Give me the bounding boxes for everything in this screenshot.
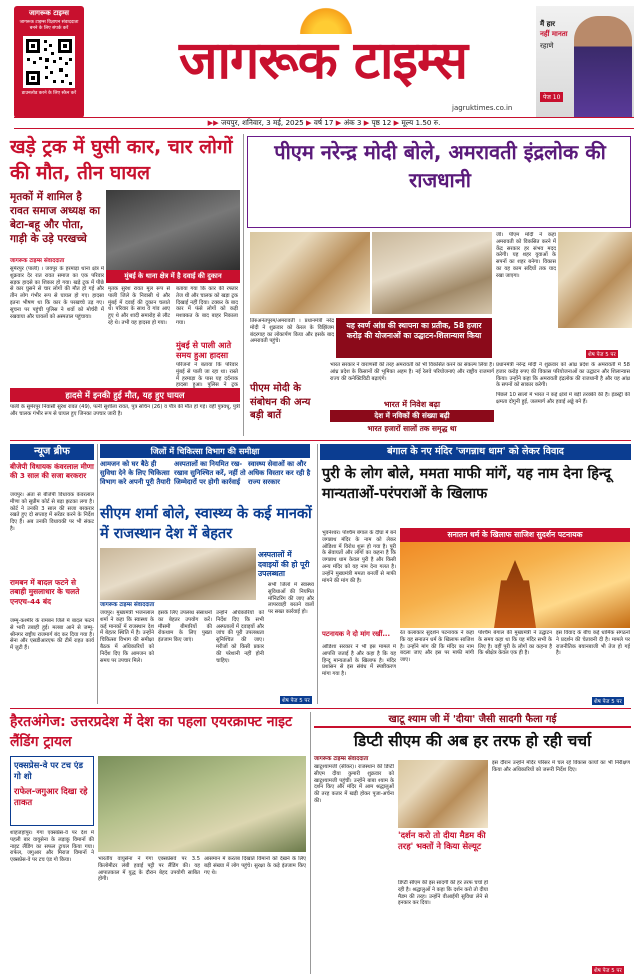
news-brief-item1-body: जयपुर। अंता से बीजेपी विधायक कंवरलाल मीणा को सुप्रीम कोर्ट से बड़ा झटका लगा है। कोर्ट ने उनकी 3 साल की सजा बरकरार रखते हुए दो सप्ताह में सरेंडर करने के निर्देश दिए हैं। अब उनकी विधायकी पर भी संकट है। (10, 492, 94, 532)
truck-list-title: हादसे में इनकी हुई मौत, यह हुए घायल (10, 388, 240, 402)
qr-code[interactable] (23, 36, 75, 88)
puri-body1: भुवनेश्वर। पश्चिम बंगाल के दीघा में बने जगन्नाथ मंदिर के नाम को लेकर ओडिशा में विरोध शुरू हो गया है। पुरी के सेवायतों और लोगों का कहना है कि जगन्नाथ धाम केवल पुरी है और किसी अन्य मंदिर को यह नाम देना गलत है। उन्होंने मुख्यमंत्री ममता बनर्जी से माफी मांगने की मांग की है। (322, 530, 396, 584)
health-sub: अस्पतालों में दवाइयों की हो पूरी उपलब्धता (258, 550, 310, 579)
khatu-photo-caption: 'दर्शन करो तो दीया मैडम की तरह' भक्तों ने किया सेल्यूट (398, 830, 486, 851)
truck-photo-caption: मुंबई के थाना क्षेत्र में है दवाई की दुकान (106, 270, 240, 283)
modi-photo-side (372, 232, 492, 314)
masthead-title: जागरूक टाइम्स (178, 31, 468, 91)
side-quote-1: मैं हार (540, 20, 556, 28)
news-brief-item2-body: जम्मू-कश्मीर के रामबन जिले में बादल फटने से भारी तबाही हुई। मलबा आने से जम्मू-श्रीनगर राष्ट्रीय राजमार्ग बंद कर दिया गया है। सेना और एसडीआरएफ की टीमें राहत कार्य में जुटी हैं। (10, 618, 94, 652)
side-promo[interactable] (536, 6, 634, 118)
modi-photo-right (558, 232, 632, 328)
hindon-box (10, 756, 94, 826)
modi-sub: पीएम मोदी के संबोधन की अन्य बड़ी बातें (250, 383, 311, 421)
info-issue: अंक 3 (343, 118, 362, 127)
khatu-photo (398, 760, 488, 828)
modi-photo-main (250, 232, 370, 314)
health-point2: अस्पतालों का नियमित रख-रखाव सुनिश्चित करें, नहीं तो जिम्मेदारों पर होगी कार्रवाई (174, 460, 246, 486)
qr-caption-brand: जागरूक टाइम्स (29, 9, 69, 17)
qr-block[interactable] (14, 6, 84, 118)
modi-body-left: प्रधानमंत्री नरेन्द्र मोदी ने शुक्रवार को आंध्र प्रदेश के अमरावती में 58 हजार करोड़ रुपए की विकास परियोजनाओं का उद्घाटन और शिलान्यास किया। उन्होंने कहा कि अमरावती इंद्रलोक की राजधानी है और यह आंध्र के सपनों को साकार करेगी। (496, 362, 630, 389)
modi-box-body: पिछले 10 सालों में भारत ने कई क्षेत्रों में बड़ी तरक्की की है। इंडस्ट्री की क्षमता दोगुनी हुई, जलमार्ग और हवाई अड्डे बने हैं। (496, 392, 630, 405)
truck-subhead: मृतकों में शामिल है रावत समाज अध्यक्ष का बेटा-बहू और पोता, गाड़ी के उड़े परखच्चे (10, 191, 101, 245)
hindon-photo (98, 756, 306, 852)
modi-callout: यह स्वर्ण आंध्र की स्थापना का प्रतीक, 58 हजार करोड़ की योजनाओं का उद्घाटन-शिलान्यास किया (336, 318, 492, 358)
truck-list-body: पाली के सुमेरपुर निवासी सुरेश रावत (49), पत्नी सुशीला रावत, पुत्र सचिन (26) व पौत्र की मौत हो गई। वहीं पुत्रवधू, पुत्री और चालक गंभीर रूप से घायल हुए जिनका उपचार जारी है। (10, 404, 240, 417)
khatu-banner: खाटू श्याम जी में 'दीया' जैसी सादगी फैला गई (314, 712, 631, 728)
modi-caption: तिरुअनंतपुरम/अमरावती । प्रधानमंत्री नरेंद्र मोदी ने शुक्रवार को केरल के विझिंजम बंदरगाह का लोकार्पण किया और इसके बाद अमरावती पहुंचे। (250, 318, 334, 345)
info-strip: ▶▶ जयपुर, शनिवार, 3 मई, 2025 ▶ वर्ष 17 ▶ अंक 3 ▶ पृष्ठ 12 ▶ मूल्य 1.50 रु. (14, 117, 634, 129)
news-brief-label: न्यूज ब्रीफ (10, 444, 94, 460)
side-quote-2: नहीं मानता (540, 30, 568, 38)
khatu-body2: डिप्टी सीएम की इस सादगी की हर तरफ चर्चा हो रही है। श्रद्धालुओं ने कहा कि दर्शन करो तो दीया मैडम की तरह। उन्होंने वीआईपी सुविधा लेने से इनकार कर दिया। (398, 880, 488, 907)
khatu-byline: जागरूक टाइम्स संवाददाता (314, 756, 369, 762)
puri-cont[interactable]: शेष पेज 5 पर (594, 699, 622, 705)
puri-banner: बंगाल के नए मंदिर 'जगन्नाथ धाम' को लेकर विवाद (320, 444, 631, 460)
hindon-box-title: एक्सप्रेस-वे पर टच एंड गो शो (14, 760, 83, 781)
truck-byline: जागरूक टाइम्स संवाददाता (10, 258, 65, 264)
side-quote-3: रहाणे (540, 42, 554, 50)
health-banner: जिलों में चिकित्सा विभाग की समीक्षा (100, 444, 310, 458)
health-point3: स्वास्थ्य सेवाओं का और अधिक विस्तार कर रही है राज्य सरकार (248, 460, 311, 486)
modi-cont[interactable]: शेष पेज 5 पर (588, 352, 616, 358)
qr-caption-scan: डाउनलोड करने के लिए स्कैन करें (21, 91, 77, 96)
modi-box2-title: भारत हजारों सालों तक समृद्ध था (367, 424, 457, 433)
truck-col3: बताया गया कि कार की रफ्तार तेज थी और चालक को खड़ा ट्रक दिखाई नहीं दिया। टक्कर के बाद कार में फंसे लोगों को कड़ी मशक्कत के बाद बाहर निकाला गया। (176, 286, 238, 326)
hindon-headline[interactable]: हैरतअंगेज: उत्तरप्रदेश में देश का पहला एयरक्राफ्ट नाइट लैंडिंग ट्रायल (10, 714, 293, 750)
puri-body5: इस विवाद के बीच कई धार्मिक संगठनों ने प्रदर्शन की चेतावनी दी है। मामले पर राजनीतिक बयानबाजी भी तेज हो गई है। (556, 630, 630, 657)
qr-tagline: जागरूक टाइम्स विज्ञापन संवाददाता बनने के लिए संपर्क करें (19, 20, 79, 31)
hindon-body2: भारतीय वायुसेना ने गंगा एक्सप्रेसवे पर 3.5 किलोमीटर लंबी हवाई पट्टी पर लैंडिंग की। यह आपातकाल में युद्ध के दौरान बेहद उपयोगी साबित होगी। (98, 856, 200, 883)
puri-body3: रेत कलाकार सुदर्शन पटनायक ने कहा कि यह सनातन धर्म के खिलाफ साजिश है। उन्होंने मांग की कि मंदिर का नाम बदला जाए और इस पर माफी मांगी जाए। (400, 630, 474, 664)
temple-silhouette (480, 560, 550, 628)
health-body2: इसके लिए उपलब्ध संसाधनों का बेहतर उपयोग करें। मौसमी बीमारियों की रोकथाम के लिए पुख्ता इंतजाम किए जाएं। (158, 610, 212, 644)
health-body1: जयपुर। मुख्यमंत्री भजनलाल शर्मा ने कहा कि स्वास्थ्य के कई मानकों में राजस्थान देश में बेहतर स्थिति में है। उन्होंने चिकित्सा विभाग की समीक्षा बैठक में अधिकारियों को निर्देश दिए कि आमजन को समय पर उपचार मिले। (100, 610, 154, 664)
truck-col4: परिजनों ने बताया कि परिवार मुंबई से पाली जा रहा था। रास्ते में हरमाड़ा के पास यह दर्दनाक हादसा हुआ। पुलिस ने ट्रक (176, 362, 238, 388)
modi-box1-sub: देश में नविकों की संख्या बढ़ी (330, 410, 494, 422)
modi-headline[interactable]: पीएम नरेन्द्र मोदी बोले, अमरावती इंद्रलोक की राजधानी (274, 140, 606, 192)
health-body3: उन्होंने अधिकारियों को निर्देश दिए कि सभी अस्पतालों में दवाइयों और जांच की पूरी उपलब्धता सुनिश्चित की जाए। मरीजों को किसी प्रकार की परेशानी नहीं होनी चाहिए। (216, 610, 264, 664)
info-date: जयपुर, शनिवार, 3 मई, 2025 (220, 118, 304, 127)
modi-bullets: भारत सरकार ने वाराणसी की तरह अमरावती को भी विकसित करने का संकल्प लिया है। आंध्र प्रदेश के किसानों की भूमिका अहम है। नई रेलवे परियोजनाएं और राष्ट्रीय राजमार्ग राज्य की कनेक्टिविटी बढ़ाएंगे। (330, 362, 494, 382)
puri-body4: पश्चिम बंगाल की मुख्यमंत्री ने उद्घाटन के समय कहा था कि यह मंदिर सभी के लिए है। वहीं पुरी के लोगों का कहना है कि श्रीक्षेत्र केवल एक ही है। (478, 630, 552, 657)
health-headline[interactable]: सीएम शर्मा बोले, स्वास्थ्य के कई मानकों में राजस्थान देश में बेहतर (100, 506, 312, 542)
modi-right-col: जी। पीएम मोदी ने कहा अमरावती को विकसित करने में केंद्र सरकार हर संभव मदद करेगी। यह शहर युवाओं के सपनों का शहर बनेगा। विकास का यह काम सदियों तक याद रखा जाएगा। (496, 232, 556, 279)
side-page-tag: पेज 10 (540, 92, 563, 102)
info-price: मूल्य 1.50 रु. (401, 118, 441, 127)
hindon-body3: आसमान में करतब दिखाते विमानों को देखने के लिए बड़ी संख्या में लोग पहुंचे। सुरक्षा के कड़े इंतजाम किए गए थे। (204, 856, 306, 876)
health-photo (100, 548, 256, 600)
truck-body: सुमेरपुर (पाली) । जयपुर के हरमाड़ा थाना क्षेत्र में शुक्रवार देर रात रावत समाज का एक परिवार सड़क हादसे का शिकार हो गया। खड़े ट्रक में पीछे से कार घुसने से चार लोगों की मौत हो गई और तीन लोग गंभीर रूप से घायल हो गए। हादसा इतना भीषण था कि कार के परखच्चे उड़ गए। सूचना पर पहुंची पुलिस ने शवों को मोर्चरी में रखवाया और घायलों को अस्पताल पहुंचाया। (10, 266, 104, 320)
health-point1: आमजन को घर बैठे ही सुविधा देने के लिए चिकित्सा विभाग करे अपनी पूरी तैयारी (100, 460, 171, 486)
khatu-headline[interactable]: डिप्टी सीएम की अब हर तरफ हो रही चर्चा (353, 732, 592, 750)
news-brief-item2-title[interactable]: रामबन में बादल फटने से तबाही मुसलाधार के चलते एनएच-44 बंद (10, 578, 80, 606)
info-pages: पृष्ठ 12 (371, 118, 392, 127)
puri-headline[interactable]: पुरी के लोग बोले, ममता माफी मांगें, यह नाम देना हिन्दू मान्यताओं-परंपराओं के खिलाफ (322, 466, 612, 502)
website-url[interactable]: jagruktimes.co.in (452, 104, 513, 112)
khatu-body1: खाटूश्यामजी (सीकर)। राजस्थान की डिप्टी सीएम दीया कुमारी शुक्रवार को खाटूश्यामजी पहुंचीं। उन्होंने बाबा श्याम के दर्शन किए और मंदिर में आम श्रद्धालुओं की तरह कतार में खड़ी होकर पूजा-अर्चना की। (314, 764, 394, 804)
puri-sub: पटनायक ने दो मांग रखीं... (322, 630, 391, 638)
puri-photo (400, 542, 630, 628)
truck-col2: मृतक सुरेश रावत मूल रूप से पाली जिले के निवासी थे और मुंबई में दवाई की दुकान चलाते थे। परिवार के साथ वे गांव आए हुए थे और शादी समारोह से लौट रहे थे। तभी यह हादसा हो गया। (108, 286, 170, 326)
puri-body2: ओडिशा सरकार ने भी इस मामले में आपत्ति जताई है और कहा है कि यह हिन्दू मान्यताओं के खिलाफ है। मंदिर प्रशासन से इस संबंध में स्पष्टीकरण मांगा गया है। (322, 644, 396, 678)
khatu-body3: इस दौरान उन्होंने मंदिर परिसर में चल रहे विकास कार्यों का भी निरीक्षण किया और अधिकारियों को जरूरी निर्देश दिए। (492, 760, 630, 773)
player-photo (574, 16, 632, 118)
khatu-cont[interactable]: शेष पेज 5 पर (594, 968, 622, 974)
health-byline: जागरूक टाइम्स संवाददाता (100, 602, 155, 608)
truck-headline[interactable]: खड़े ट्रक में घुसी कार, चार लोगों की मौत, तीन घायल (10, 136, 233, 184)
news-brief-item1-title[interactable]: बीजेपी विधायक कंवरलाल मीणा की 3 साल की सजा बरकरार (10, 462, 94, 480)
health-body4: सभी जिलों में स्वास्थ्य सुविधाओं की नियमित मॉनिटरिंग की जाए और लापरवाही बरतने वालों पर सख्त कार्रवाई हो। (268, 582, 314, 616)
info-year: वर्ष 17 (313, 118, 334, 127)
truck-photo (106, 190, 240, 270)
modi-box1-title: भारत में निवेश बढ़ा (383, 400, 441, 409)
truck-sub2: मुंबई से पाली आते समय हुआ हादसा (176, 340, 232, 360)
hindon-box-sub: राफेल-जगुआर दिखा रहे ताकत (14, 786, 88, 807)
health-cont[interactable]: शेष पेज 5 पर (282, 698, 310, 704)
puri-photo-caption: सनातन धर्म के खिलाफ साजिश सुदर्शन पटनायक (400, 528, 630, 542)
hindon-body1: शाहजहांपुर। गंगा एक्सप्रेस-वे पर देश में पहली बार वायुसेना के लड़ाकू विमानों की नाइट लैंडिंग का सफल ट्रायल किया गया। राफेल, जगुआर और मिराज विमानों ने एक्सप्रेस-वे पर टच एंड गो किया। (10, 830, 94, 864)
